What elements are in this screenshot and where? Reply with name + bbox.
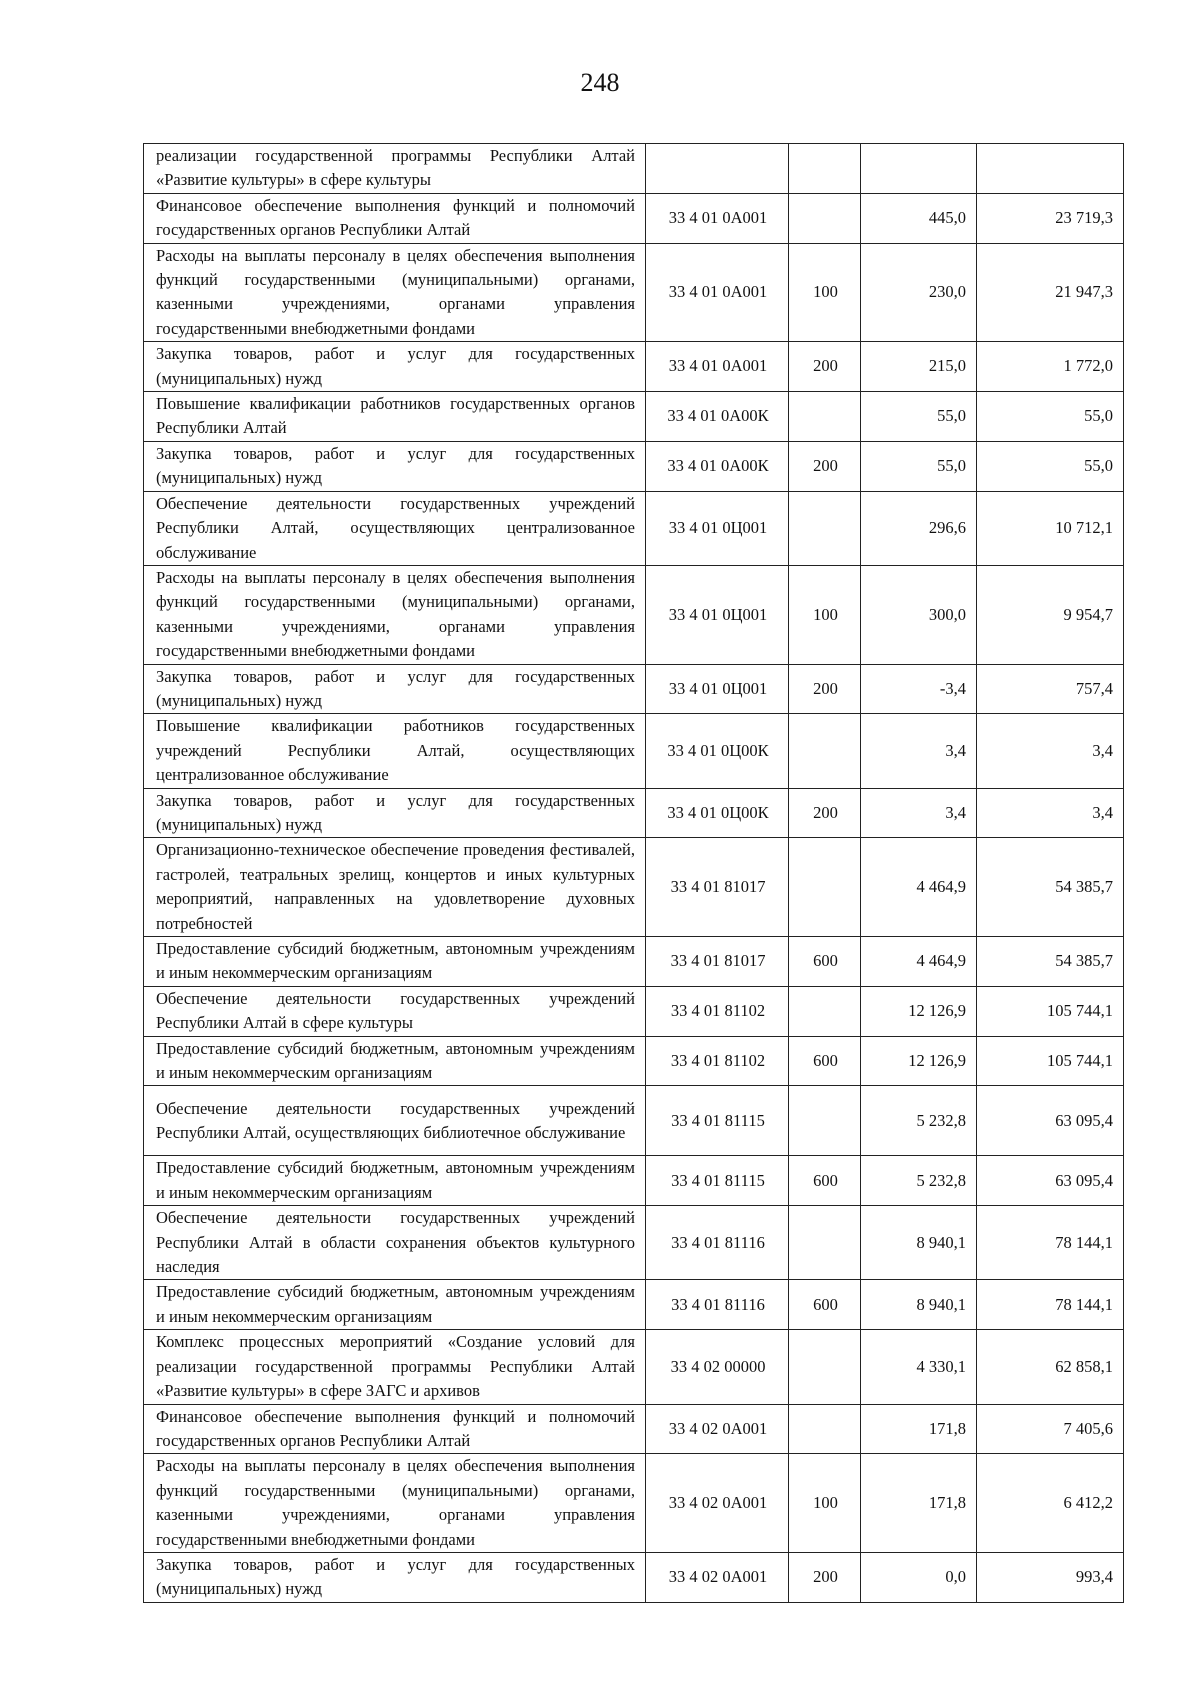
row-total-amount: 23 719,3 [977, 193, 1124, 243]
row-total-amount: 3,4 [977, 788, 1124, 838]
row-change-amount: 215,0 [861, 342, 977, 392]
row-description: Предоставление субсидий бюджетным, автономным учреждениям и иным некоммерческим организациям [144, 937, 646, 987]
row-total-amount: 105 744,1 [977, 986, 1124, 1036]
row-target-code: 33 4 01 0Ц001 [646, 565, 789, 664]
row-expense-type [789, 1330, 861, 1404]
row-expense-type [789, 714, 861, 788]
row-description: Закупка товаров, работ и услуг для государственных (муниципальных) нужд [144, 664, 646, 714]
row-change-amount: 5 232,8 [861, 1156, 977, 1206]
row-expense-type: 200 [789, 788, 861, 838]
row-description: Организационно-техническое обеспечение проведения фестивалей, гастролей, театральных зрелищ, концертов и иных культурных мероприятий, направленных на удовлетворение духовных потребностей [144, 838, 646, 937]
table-row [144, 1330, 1124, 1404]
row-description: Закупка товаров, работ и услуг для государственных (муниципальных) нужд [144, 342, 646, 392]
row-expense-type: 200 [789, 664, 861, 714]
page-number: 248 [580, 68, 620, 97]
row-target-code: 33 4 01 0А001 [646, 193, 789, 243]
table-row [144, 1156, 1124, 1206]
row-expense-type [789, 986, 861, 1036]
row-description: Расходы на выплаты персоналу в целях обеспечения выполнения функций государственными (муниципальными) органами, казенными учреждениями, органами управления государственными внебюджетными фондами [144, 565, 646, 664]
row-description: Обеспечение деятельности государственных учреждений Республики Алтай, осуществляющих централизованное обслуживание [144, 491, 646, 565]
row-expense-type: 600 [789, 1280, 861, 1330]
row-total-amount: 21 947,3 [977, 243, 1124, 342]
table-row [144, 1552, 1124, 1602]
row-description: Расходы на выплаты персоналу в целях обеспечения выполнения функций государственными (муниципальными) органами, казенными учреждениями, органами управления государственными внебюджетными фондами [144, 243, 646, 342]
table-row [144, 565, 1124, 664]
row-target-code: 33 4 02 0А001 [646, 1454, 789, 1553]
table-row [144, 491, 1124, 565]
table-row [144, 144, 1124, 194]
row-description: реализации государственной программы Республики Алтай «Развитие культуры» в сфере культуры [144, 144, 646, 194]
table-row [144, 193, 1124, 243]
row-expense-type: 200 [789, 342, 861, 392]
row-target-code: 33 4 01 0А001 [646, 342, 789, 392]
row-change-amount: 445,0 [861, 193, 977, 243]
row-change-amount: 171,8 [861, 1404, 977, 1454]
row-total-amount: 54 385,7 [977, 838, 1124, 937]
row-target-code: 33 4 01 0Ц00К [646, 788, 789, 838]
row-target-code [646, 144, 789, 194]
row-change-amount: 4 330,1 [861, 1330, 977, 1404]
row-target-code: 33 4 01 81017 [646, 937, 789, 987]
row-expense-type [789, 144, 861, 194]
row-target-code: 33 4 01 81115 [646, 1086, 789, 1156]
row-total-amount: 62 858,1 [977, 1330, 1124, 1404]
row-description: Предоставление субсидий бюджетным, автономным учреждениям и иным некоммерческим организациям [144, 1036, 646, 1086]
table-row [144, 1404, 1124, 1454]
row-total-amount: 105 744,1 [977, 1036, 1124, 1086]
row-change-amount: 8 940,1 [861, 1280, 977, 1330]
row-target-code: 33 4 02 0А001 [646, 1552, 789, 1602]
row-total-amount: 10 712,1 [977, 491, 1124, 565]
row-change-amount: 296,6 [861, 491, 977, 565]
table-row [144, 243, 1124, 342]
row-target-code: 33 4 01 0А001 [646, 243, 789, 342]
row-change-amount: 8 940,1 [861, 1206, 977, 1280]
row-expense-type [789, 193, 861, 243]
row-total-amount: 993,4 [977, 1552, 1124, 1602]
row-expense-type: 200 [789, 441, 861, 491]
row-change-amount: 4 464,9 [861, 937, 977, 987]
table-row [144, 342, 1124, 392]
row-total-amount: 7 405,6 [977, 1404, 1124, 1454]
row-description: Финансовое обеспечение выполнения функций и полномочий государственных органов Республики Алтай [144, 1404, 646, 1454]
row-description: Обеспечение деятельности государственных учреждений Республики Алтай в сфере культуры [144, 986, 646, 1036]
table-row [144, 714, 1124, 788]
budget-table-body [144, 144, 1124, 1603]
row-target-code: 33 4 01 81102 [646, 1036, 789, 1086]
row-change-amount [861, 144, 977, 194]
row-expense-type: 200 [789, 1552, 861, 1602]
row-description: Повышение квалификации работников государственных учреждений Республики Алтай, осуществляющих централизованное обслуживание [144, 714, 646, 788]
row-total-amount [977, 144, 1124, 194]
row-total-amount: 54 385,7 [977, 937, 1124, 987]
row-change-amount: 12 126,9 [861, 1036, 977, 1086]
row-target-code: 33 4 01 0А00К [646, 441, 789, 491]
row-change-amount: 3,4 [861, 788, 977, 838]
row-expense-type [789, 392, 861, 442]
table-row [144, 1454, 1124, 1553]
row-expense-type: 600 [789, 1156, 861, 1206]
row-description: Комплекс процессных мероприятий «Создание условий для реализации государственной программы Республики Алтай «Развитие культуры» в сфере ЗАГС и архивов [144, 1330, 646, 1404]
table-row [144, 937, 1124, 987]
row-description: Предоставление субсидий бюджетным, автономным учреждениям и иным некоммерческим организациям [144, 1280, 646, 1330]
row-description: Обеспечение деятельности государственных учреждений Республики Алтай, осуществляющих библиотечное обслуживание [144, 1086, 646, 1156]
table-row [144, 986, 1124, 1036]
row-change-amount: 55,0 [861, 441, 977, 491]
row-total-amount: 55,0 [977, 392, 1124, 442]
row-expense-type: 100 [789, 565, 861, 664]
table-row [144, 1086, 1124, 1156]
row-change-amount: 230,0 [861, 243, 977, 342]
row-change-amount: 55,0 [861, 392, 977, 442]
row-expense-type: 100 [789, 243, 861, 342]
row-description: Обеспечение деятельности государственных учреждений Республики Алтай в области сохранения объектов культурного наследия [144, 1206, 646, 1280]
row-total-amount: 55,0 [977, 441, 1124, 491]
row-description: Закупка товаров, работ и услуг для государственных (муниципальных) нужд [144, 1552, 646, 1602]
row-expense-type: 600 [789, 1036, 861, 1086]
table-row [144, 788, 1124, 838]
table-row [144, 1280, 1124, 1330]
row-expense-type [789, 491, 861, 565]
row-change-amount: 5 232,8 [861, 1086, 977, 1156]
row-description: Предоставление субсидий бюджетным, автономным учреждениям и иным некоммерческим организациям [144, 1156, 646, 1206]
table-row [144, 664, 1124, 714]
table-row [144, 838, 1124, 937]
row-description: Расходы на выплаты персоналу в целях обеспечения выполнения функций государственными (муниципальными) органами, казенными учреждениями, органами управления государственными внебюджетными фондами [144, 1454, 646, 1553]
table-row [144, 1206, 1124, 1280]
row-description: Закупка товаров, работ и услуг для государственных (муниципальных) нужд [144, 441, 646, 491]
table-row [144, 441, 1124, 491]
row-total-amount: 9 954,7 [977, 565, 1124, 664]
row-expense-type: 600 [789, 937, 861, 987]
table-row [144, 1036, 1124, 1086]
row-expense-type [789, 1086, 861, 1156]
row-change-amount: 4 464,9 [861, 838, 977, 937]
row-target-code: 33 4 01 0А00К [646, 392, 789, 442]
row-expense-type [789, 1206, 861, 1280]
row-description: Повышение квалификации работников государственных органов Республики Алтай [144, 392, 646, 442]
row-change-amount: 12 126,9 [861, 986, 977, 1036]
row-expense-type: 100 [789, 1454, 861, 1553]
row-target-code: 33 4 01 0Ц00К [646, 714, 789, 788]
row-target-code: 33 4 01 81017 [646, 838, 789, 937]
row-description: Закупка товаров, работ и услуг для государственных (муниципальных) нужд [144, 788, 646, 838]
row-change-amount: -3,4 [861, 664, 977, 714]
row-total-amount: 757,4 [977, 664, 1124, 714]
row-total-amount: 63 095,4 [977, 1156, 1124, 1206]
row-target-code: 33 4 02 00000 [646, 1330, 789, 1404]
row-total-amount: 3,4 [977, 714, 1124, 788]
table-row [144, 392, 1124, 442]
row-target-code: 33 4 01 0Ц001 [646, 491, 789, 565]
row-total-amount: 1 772,0 [977, 342, 1124, 392]
row-total-amount: 78 144,1 [977, 1280, 1124, 1330]
row-change-amount: 171,8 [861, 1454, 977, 1553]
row-target-code: 33 4 01 81116 [646, 1280, 789, 1330]
row-expense-type [789, 838, 861, 937]
row-description: Финансовое обеспечение выполнения функций и полномочий государственных органов Республики Алтай [144, 193, 646, 243]
budget-table [143, 143, 1124, 1603]
row-target-code: 33 4 02 0А001 [646, 1404, 789, 1454]
row-target-code: 33 4 01 81116 [646, 1206, 789, 1280]
row-target-code: 33 4 01 81115 [646, 1156, 789, 1206]
row-total-amount: 6 412,2 [977, 1454, 1124, 1553]
row-change-amount: 3,4 [861, 714, 977, 788]
row-target-code: 33 4 01 0Ц001 [646, 664, 789, 714]
row-target-code: 33 4 01 81102 [646, 986, 789, 1036]
row-expense-type [789, 1404, 861, 1454]
row-total-amount: 78 144,1 [977, 1206, 1124, 1280]
row-change-amount: 0,0 [861, 1552, 977, 1602]
row-total-amount: 63 095,4 [977, 1086, 1124, 1156]
row-change-amount: 300,0 [861, 565, 977, 664]
